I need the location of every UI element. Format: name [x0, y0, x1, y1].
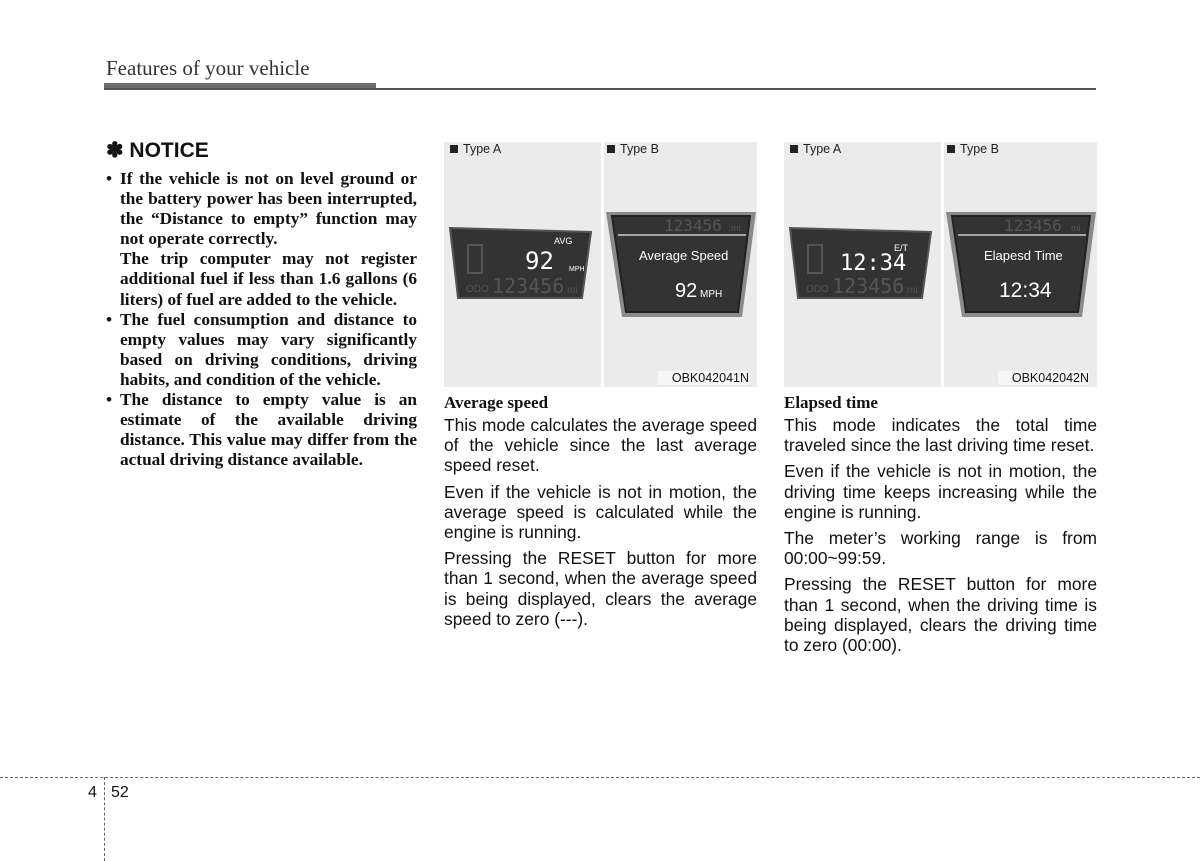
page-number: 52 — [111, 784, 129, 801]
body-paragraph: Even if the vehicle is not in motion, the driving time keeps increasing while the engine is running. — [784, 461, 1097, 522]
tft-odo-unit: mi — [1071, 223, 1081, 233]
tft-mode-title: Elapesd Time — [984, 248, 1063, 263]
square-bullet-icon — [607, 145, 615, 153]
body-paragraph: The meter’s working range is from 00:00~99:59. — [784, 528, 1097, 569]
figure-divider — [601, 142, 604, 387]
notice-title: ✽ NOTICE — [106, 139, 209, 162]
notice-list — [104, 169, 417, 470]
notice-text: • The fuel consumption and distance to empty values may vary significantly based on driving conditions, driving habits, and condition of the vehicle. — [120, 309, 417, 389]
square-bullet-icon — [947, 145, 955, 153]
lcd-value: 12:34 — [840, 251, 907, 276]
tft-value: 92 — [675, 280, 698, 302]
type-b-label — [607, 142, 659, 156]
type-b-text: Type B — [620, 142, 659, 156]
odo-value: 123456 — [492, 274, 565, 298]
odo-unit: mi — [567, 285, 578, 296]
lcd-value: 92 — [525, 247, 554, 275]
type-a-label — [450, 142, 501, 156]
average-speed-figure — [444, 142, 757, 387]
type-a-label — [790, 142, 841, 156]
odo-label: ODO — [466, 284, 489, 295]
page-header-title: Features of your vehicle — [106, 56, 310, 80]
body-paragraph: This mode calculates the average speed of the vehicle since the last average speed reset. — [444, 415, 757, 476]
figure-divider — [941, 142, 944, 387]
body-paragraph: Even if the vehicle is not in motion, the average speed is calculated while the engine is running. — [444, 481, 757, 543]
elapsed-time-column — [784, 142, 1097, 661]
tft-mode-title: Average Speed — [639, 248, 729, 263]
tft-odo-value: 123456 — [664, 216, 722, 235]
figure-code: OBK042041N — [658, 371, 749, 385]
type-a-text: Type A — [463, 142, 502, 156]
notice-bullet — [104, 390, 417, 470]
tft-odo-value: 123456 — [1004, 216, 1062, 235]
tft-odo-unit: mi — [731, 223, 741, 233]
notice-box — [104, 138, 417, 470]
odo-label: ODO — [806, 284, 829, 295]
tft-value: 12:34 — [999, 279, 1052, 302]
notice-text: The trip computer may not register additional fuel if less than 1.6 gallons (6 liters) of fuel are added to the vehicle. — [120, 249, 417, 309]
footer-dashed-rule — [0, 777, 1200, 778]
type-b-label — [947, 142, 999, 156]
tft-unit: MPH — [700, 289, 723, 300]
header-rule-thin — [104, 88, 1096, 90]
square-bullet-icon — [790, 145, 798, 153]
body-paragraph: Pressing the RESET button for more than 1 second, when the average speed is being displayed, clears the average speed to zero (---). — [444, 548, 757, 629]
lcd-mode-label: AVG — [554, 236, 573, 246]
footer-vertical-rule — [104, 777, 105, 861]
square-bullet-icon — [450, 145, 458, 153]
type-b-text: Type B — [960, 142, 999, 156]
average-speed-heading: Average speed — [444, 393, 549, 412]
odo-unit: mi — [907, 285, 918, 296]
elapsed-time-figure — [784, 142, 1097, 387]
notice-text: • If the vehicle is not on level ground or the battery power has been interrupted, the “Distance to empty” function may not operate correctly. — [120, 169, 417, 249]
elapsed-time-heading: Elapsed time — [784, 393, 878, 412]
body-paragraph: This mode indicates the total time traveled since the last driving time reset. — [784, 415, 1097, 456]
lcd-unit: MPH — [569, 266, 585, 273]
odo-value: 123456 — [832, 274, 905, 298]
notice-bullet — [104, 169, 417, 310]
type-a-text: Type A — [803, 142, 842, 156]
lcd-mode-label: E/T — [894, 243, 909, 253]
figure-code: OBK042042N — [998, 371, 1089, 385]
notice-bullet — [104, 310, 417, 390]
notice-text: • The distance to empty value is an estimate of the available driving distance. This value may differ from the actual driving distance available. — [120, 390, 417, 470]
average-speed-column — [444, 142, 757, 635]
body-paragraph: Pressing the RESET button for more than 1 second, when the driving time is being displayed, clears the driving time to zero (00:00). — [784, 574, 1097, 656]
chapter-number: 4 — [88, 784, 97, 801]
